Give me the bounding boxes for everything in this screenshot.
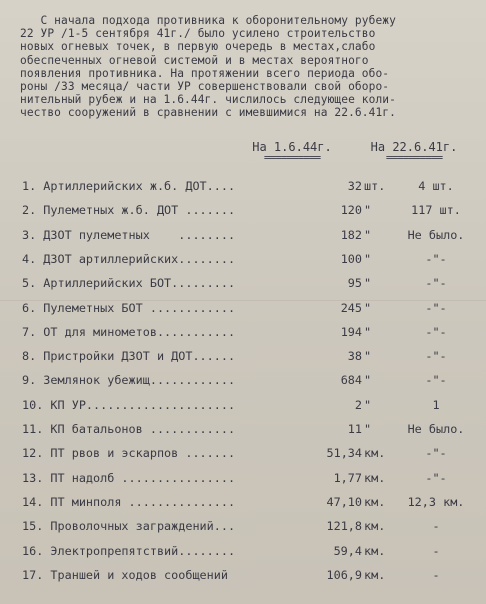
row-item-name: 15. Проволочных заграждений... (22, 519, 236, 534)
row-unit-1944: " (364, 397, 372, 412)
row-item-name: 10. КП УР..................... (22, 397, 236, 412)
column-header-1944 (238, 140, 346, 162)
row-value-1941: - (432, 543, 440, 558)
row-value-1941: - (432, 567, 440, 582)
row-value-1941: -"- (425, 276, 447, 291)
row-unit-1944: " (364, 324, 372, 339)
table-row (22, 566, 478, 584)
row-value-1941: 12,3 км. (407, 494, 465, 509)
table-row (22, 226, 478, 244)
row-value-1941: Не было. (407, 227, 465, 242)
row-unit-1944: " (364, 251, 372, 266)
row-value-1944: 59,4 (333, 543, 362, 558)
row-value-1944: 32 (347, 179, 362, 193)
row-item-name: 17. Траншей и ходов сообщений (22, 567, 228, 582)
table-row (22, 420, 478, 438)
row-unit-1944: км. (364, 567, 386, 582)
row-unit-1944: " (364, 227, 372, 242)
row-unit-1944: " (364, 276, 372, 291)
row-value-1944: 245 (340, 300, 362, 315)
intro-line: новых огневых точек, в первую очередь в местах,слабо (20, 40, 376, 54)
row-unit-1944: " (364, 300, 372, 315)
table-row (22, 299, 478, 317)
row-value-1941: -"- (425, 349, 447, 364)
row-value-1944: 11 (347, 422, 362, 436)
row-unit-1944: км. (364, 446, 386, 461)
intro-line: появления противника. На протяжении всего периода обо- (20, 66, 390, 80)
table-row (22, 371, 478, 389)
row-value-1944: 121,8 (326, 519, 362, 534)
column-header-label: На 1.6.44г. (252, 140, 332, 154)
row-item-name: 7. ОТ для минометов........... (22, 324, 236, 339)
row-unit-1944: " (364, 373, 372, 388)
table-row (22, 177, 478, 195)
row-item-name: 4. ДЗОТ артиллерийских........ (22, 251, 236, 266)
row-value-1944: 684 (340, 373, 362, 388)
intro-line: 22 УР /1-5 сентября 41г./ было усилено строительство (20, 27, 376, 41)
table-row (22, 396, 478, 414)
row-unit-1944: шт. (364, 179, 386, 193)
row-value-1944: 2 (354, 397, 362, 412)
row-unit-1944: км. (364, 543, 386, 558)
intro-line: обеспеченных огневой системой и в местах вероятного (20, 53, 369, 67)
row-item-name: 3. ДЗОТ пулеметных ........ (22, 227, 236, 242)
row-item-name: 2. Пулеметных ж.б. ДОТ ....... (22, 203, 236, 218)
intro-line: чество сооружений в сравнении с имевшимися на 22.6.41г. (20, 106, 396, 120)
row-value-1944: 120 (340, 203, 362, 218)
table-row (22, 323, 478, 341)
row-value-1941: - (432, 519, 440, 534)
row-value-1941: 1 (432, 397, 440, 412)
row-value-1941: -"- (425, 470, 447, 485)
row-item-name: 1. Артиллерийских ж.б. ДОТ.... (22, 179, 236, 193)
row-item-name: 11. КП батальонов ............ (22, 422, 236, 436)
row-value-1944: 38 (347, 349, 362, 364)
row-value-1941: Не было. (407, 422, 465, 436)
row-value-1941: -"- (425, 373, 447, 388)
column-header-1941 (358, 140, 470, 162)
table-row (22, 274, 478, 292)
row-value-1941: -"- (425, 324, 447, 339)
row-value-1944: 47,10 (326, 494, 362, 509)
intro-line: С начала подхода противника к оборонительному рубежу (20, 14, 396, 27)
row-unit-1944: " (364, 203, 372, 218)
row-value-1941: -"- (425, 251, 447, 266)
table-row (22, 201, 478, 219)
row-value-1944: 106,9 (326, 567, 362, 582)
row-item-name: 12. ПТ рвов и эскарпов ....... (22, 446, 236, 461)
row-value-1944: 51,34 (326, 446, 362, 461)
row-item-name: 13. ПТ надолб ................ (22, 470, 236, 485)
row-item-name: 8. Пристройки ДЗОТ и ДОТ...... (22, 349, 236, 364)
column-header-underline: ========== (385, 151, 443, 164)
row-value-1944: 194 (340, 324, 362, 339)
table-row (22, 493, 478, 511)
intro-paragraph (20, 14, 472, 120)
intro-line: нительный рубеж и на 1.6.44г. числилось следующее коли- (20, 93, 396, 107)
table-row (22, 469, 478, 487)
row-value-1944: 95 (347, 276, 362, 291)
row-item-name: 6. Пулеметных БОТ ............ (22, 300, 236, 315)
row-unit-1944: " (364, 349, 372, 364)
table-row (22, 542, 478, 560)
row-unit-1944: км. (364, 519, 386, 534)
row-value-1941: -"- (425, 300, 447, 315)
row-value-1941: -"- (425, 446, 447, 461)
row-value-1944: 182 (340, 227, 362, 242)
row-unit-1944: км. (364, 494, 386, 509)
row-value-1941: 117 шт. (411, 203, 461, 218)
intro-line: роны /33 месяца/ части УР совершенствовали свой оборо- (20, 79, 390, 93)
row-item-name: 5. Артиллерийских БОТ......... (22, 276, 236, 291)
row-unit-1944: " (364, 422, 372, 436)
table-row (22, 517, 478, 535)
row-value-1944: 100 (340, 251, 362, 266)
table-row (22, 444, 478, 462)
row-unit-1944: км. (364, 470, 386, 485)
row-item-name: 16. Электропрепятствий........ (22, 543, 236, 558)
column-header-label: На 22.6.41г. (370, 140, 458, 154)
row-item-name: 14. ПТ минполя ............... (22, 494, 236, 509)
table-row (22, 347, 478, 365)
row-value-1941: 4 шт. (418, 179, 454, 193)
row-value-1944: 1,77 (333, 470, 362, 485)
table-row (22, 250, 478, 268)
column-header-underline: ========== (263, 151, 321, 164)
row-item-name: 9. Землянок убежищ............ (22, 373, 236, 388)
